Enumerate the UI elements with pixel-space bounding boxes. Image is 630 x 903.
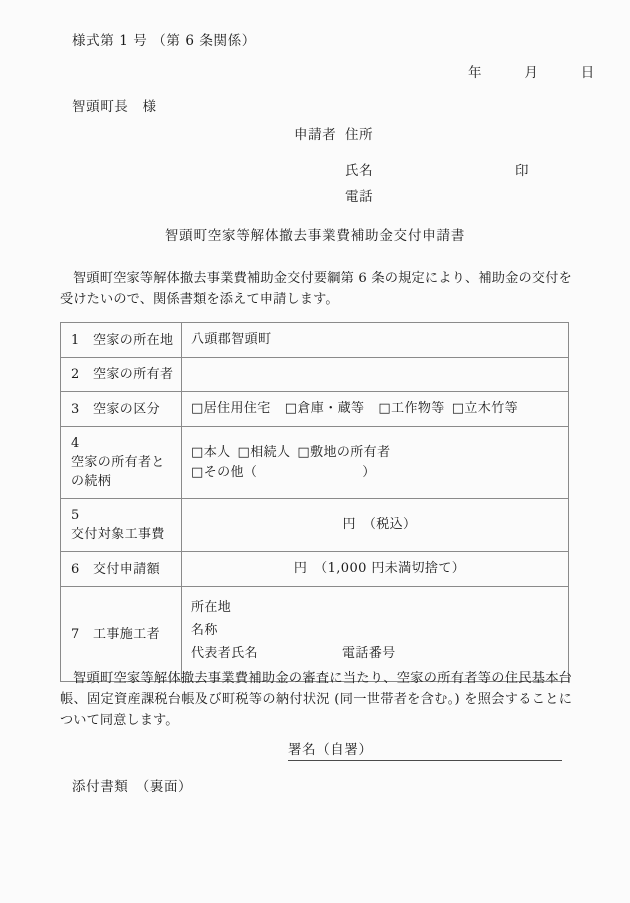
row-label-text: 交付申請額 xyxy=(93,561,161,577)
checkbox-label: 本人 xyxy=(203,444,231,460)
row-number: 5 xyxy=(71,508,80,523)
applicant-name-label[interactable]: 氏名 xyxy=(345,163,374,179)
checkbox-box: □ xyxy=(191,444,204,460)
table-row xyxy=(61,552,569,587)
other-paren-close: ） xyxy=(362,464,376,480)
checkbox-label: 敷地の所有者 xyxy=(310,444,391,460)
applicant-tel-label[interactable]: 電話 xyxy=(345,189,374,205)
application-table xyxy=(60,322,569,682)
row-value-text: 八頭郡智頭町 xyxy=(191,332,272,347)
checkbox-label: 工作物等 xyxy=(391,401,445,416)
date-line[interactable]: 年 月 日 xyxy=(468,65,595,81)
checkbox-label: 倉庫・蔵等 xyxy=(297,401,365,416)
table-row xyxy=(61,499,569,552)
attachments-note: 添付書類 （裏面） xyxy=(72,779,193,795)
checkbox-self[interactable] xyxy=(191,445,231,460)
signature-row xyxy=(288,738,562,761)
table-row xyxy=(61,358,569,392)
row-label-text: 工事施工者 xyxy=(93,626,161,642)
table-row xyxy=(61,323,569,358)
checkbox-box: □ xyxy=(191,401,204,416)
row-number: 6 xyxy=(71,561,80,577)
row-label-text: 空家の区分 xyxy=(93,401,161,417)
checkbox-label: 立木竹等 xyxy=(464,401,518,416)
other-paren-open: （ xyxy=(243,464,258,480)
form-code: 様式第 1 号 （第 6 条関係） xyxy=(72,33,256,49)
row-label-text: 空家の所在地 xyxy=(93,332,174,348)
row-value-text: 円 （1,000 円未満切捨て） xyxy=(293,561,466,576)
contractor-location-label[interactable]: 所在地 xyxy=(191,600,232,615)
row-label-line1: 空家の所有者と xyxy=(71,455,165,470)
row-label-category xyxy=(61,392,182,427)
contractor-name-label[interactable]: 名称 xyxy=(191,623,218,638)
signature-field[interactable] xyxy=(373,742,562,758)
checkbox-box: □ xyxy=(237,444,251,460)
row-label-text: 交付対象工事費 xyxy=(71,527,165,542)
row-number: 3 xyxy=(71,401,80,417)
checkbox-label: その他 xyxy=(203,464,244,480)
row-number: 4 xyxy=(71,436,80,451)
row-value-category xyxy=(182,392,569,427)
row-value-requested-amount[interactable] xyxy=(182,552,569,587)
row-label-line2: の続柄 xyxy=(71,474,112,489)
row-value-eligible-cost[interactable] xyxy=(182,499,569,552)
table-row xyxy=(61,427,569,499)
document-title: 智頭町空家等解体撤去事業費補助金交付申請書 xyxy=(164,228,466,244)
seal-mark: 印 xyxy=(515,163,530,179)
contractor-rep-label[interactable]: 代表者氏名 xyxy=(191,646,259,661)
checkbox-box: □ xyxy=(451,401,465,416)
row-label-relationship xyxy=(61,427,182,499)
checkbox-structure[interactable] xyxy=(378,401,444,416)
row-number: 7 xyxy=(71,626,80,642)
checkbox-label: 居住用住宅 xyxy=(203,401,271,416)
row-value-text: 円 （税込） xyxy=(342,517,417,532)
applicant-label: 申請者 xyxy=(294,127,337,143)
contractor-tel-label[interactable]: 電話番号 xyxy=(342,646,396,661)
checkbox-box: □ xyxy=(284,401,298,416)
row-label-text xyxy=(71,453,165,491)
checkbox-warehouse[interactable] xyxy=(285,401,365,416)
row-label-requested-amount xyxy=(61,552,182,587)
checkbox-label: 相続人 xyxy=(250,444,291,460)
contractor-rep-row xyxy=(191,642,568,665)
row-label-location xyxy=(61,323,182,358)
checkbox-heir[interactable] xyxy=(238,445,291,460)
row-label-text: 空家の所有者 xyxy=(93,367,174,382)
row-label-eligible-cost xyxy=(61,499,182,552)
checkbox-residential[interactable] xyxy=(191,401,271,416)
row-value-relationship xyxy=(182,427,569,499)
checkbox-other[interactable] xyxy=(191,465,244,480)
consent-paragraph: 智頭町空家等解体撤去事業費補助金の審査に当たり、空家の所有者等の住民基本台帳、固定資産課税台帳及び町税等の納付状況 (同一世帯者を含む。) を照会することについて同意します。 xyxy=(60,671,572,728)
intro-paragraph: 智頭町空家等解体撤去事業費補助金交付要綱第 6 条の規定により、補助金の交付を受けたいので、関係書類を添えて申請します。 xyxy=(60,271,572,307)
checkbox-site-owner[interactable] xyxy=(297,445,390,460)
checkbox-box: □ xyxy=(297,444,311,460)
row-number: 2 xyxy=(71,367,80,382)
signature-label: 署名（自署） xyxy=(288,742,373,758)
checkbox-trees[interactable] xyxy=(452,401,518,416)
relationship-options-line2 xyxy=(191,463,568,483)
row-value-location[interactable] xyxy=(182,323,569,358)
addressee: 智頭町長 様 xyxy=(72,99,157,115)
table-row xyxy=(61,392,569,427)
relationship-options-line1 xyxy=(191,443,568,463)
checkbox-box: □ xyxy=(378,401,392,416)
applicant-address-label[interactable]: 住所 xyxy=(345,127,374,143)
row-number: 1 xyxy=(71,332,80,348)
row-value-owner[interactable] xyxy=(182,358,569,392)
row-label-owner xyxy=(61,358,182,392)
checkbox-box: □ xyxy=(191,464,204,480)
